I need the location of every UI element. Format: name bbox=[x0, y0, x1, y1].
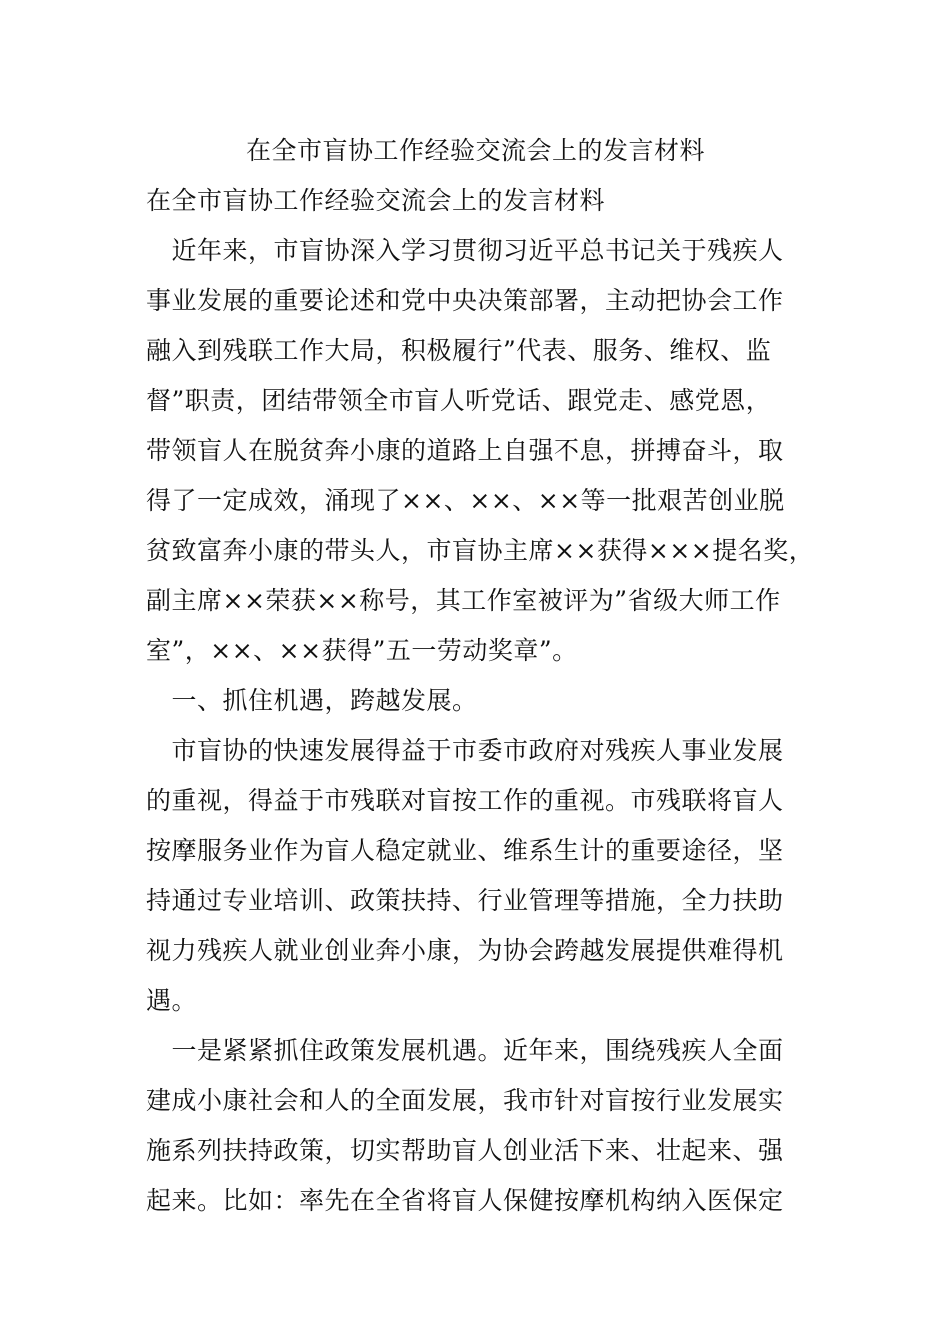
text-line: 在全市盲协工作经验交流会上的发言材料 bbox=[146, 186, 606, 215]
text-line: 建成小康社会和人的全面发展，我市针对盲按行业发展实 bbox=[146, 1086, 784, 1115]
text-line: 近年来，市盲协深入学习贯彻习近平总书记关于残疾人 bbox=[146, 236, 784, 265]
text-line: 带领盲人在脱贫奔小康的道路上自强不息，拼搏奋斗，取 bbox=[146, 436, 784, 465]
text-line: 副主席××荣获××称号，其工作室被评为”省级大师工作 bbox=[146, 586, 781, 615]
text-line: 视力残疾人就业创业奔小康，为协会跨越发展提供难得机 bbox=[146, 936, 784, 965]
text-line: 按摩服务业作为盲人稳定就业、维系生计的重要途径，坚 bbox=[146, 836, 784, 865]
section-heading: 一、抓住机遇，跨越发展。 bbox=[146, 686, 478, 715]
text-line: 融入到残联工作大局，积极履行”代表、服务、维权、监 bbox=[146, 336, 772, 365]
text-line: 一是紧紧抓住政策发展机遇。近年来，围绕残疾人全面 bbox=[146, 1036, 784, 1065]
text-line: 的重视，得益于市残联对盲按工作的重视。市残联将盲人 bbox=[146, 786, 784, 815]
text-line: 督”职责，团结带领全市盲人听党话、跟党走、感党恩， bbox=[146, 386, 772, 415]
text-line: 起来。比如：率先在全省将盲人保健按摩机构纳入医保定 bbox=[146, 1186, 784, 1215]
text-line: 贫致富奔小康的带头人，市盲协主席××获得×××提名奖， bbox=[146, 536, 815, 565]
text-line: 事业发展的重要论述和党中央决策部署，主动把协会工作 bbox=[146, 286, 784, 315]
text-line: 遇。 bbox=[146, 986, 198, 1015]
text-line: 得了一定成效，涌现了××、××、××等一批艰苦创业脱 bbox=[146, 486, 785, 515]
text-line: 持通过专业培训、政策扶持、行业管理等措施，全力扶助 bbox=[146, 886, 784, 915]
text-line: 施系列扶持政策，切实帮助盲人创业活下来、壮起来、强 bbox=[146, 1136, 784, 1165]
text-line: 市盲协的快速发展得益于市委市政府对残疾人事业发展 bbox=[146, 736, 784, 765]
document-title: 在全市盲协工作经验交流会上的发言材料 bbox=[246, 136, 706, 165]
text-line: 室”，××、××获得”五一劳动奖章”。 bbox=[146, 636, 578, 665]
